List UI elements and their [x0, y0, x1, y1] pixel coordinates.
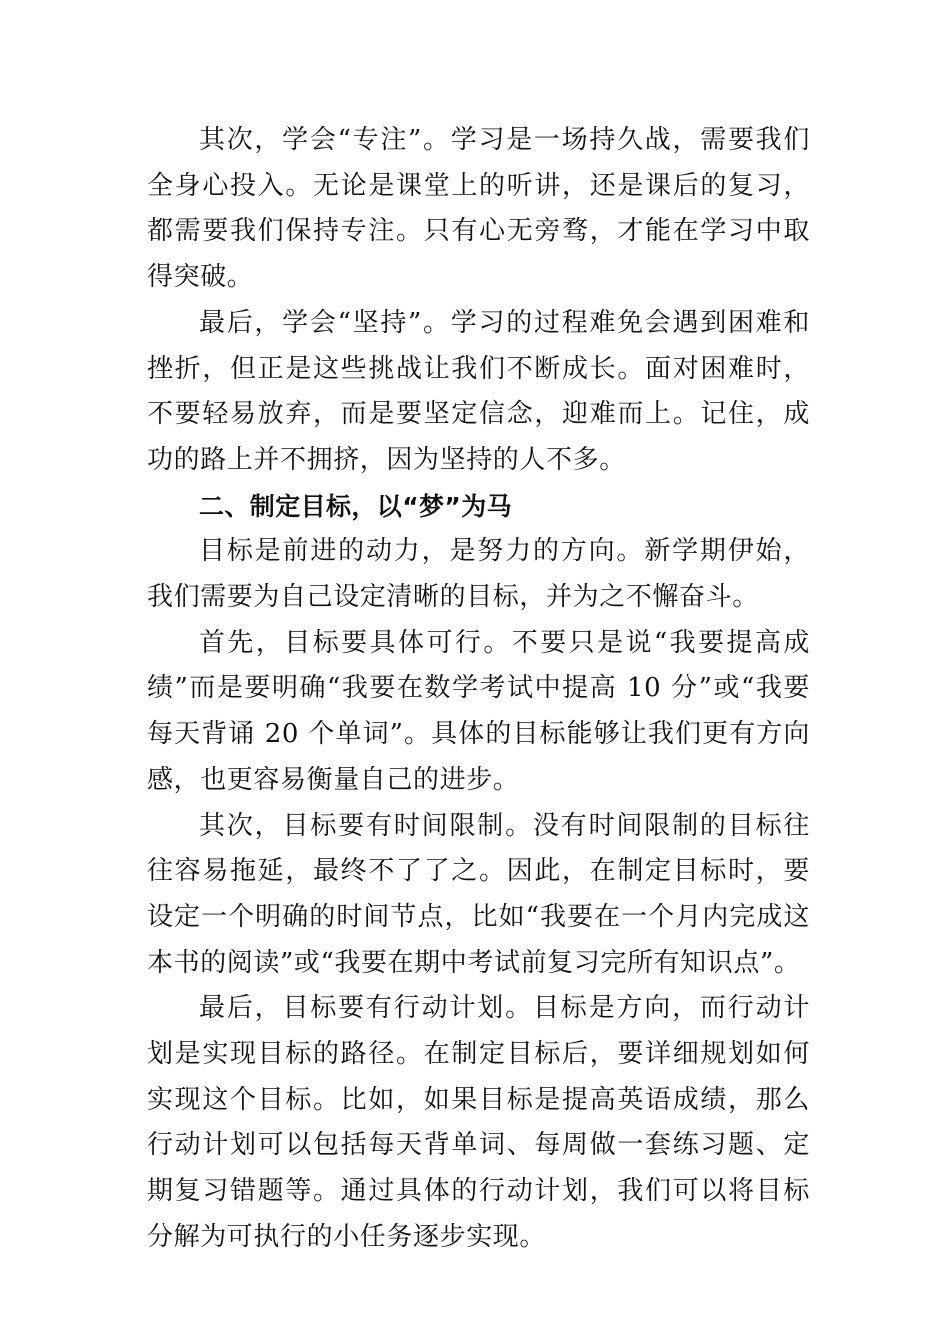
paragraph-focus: 其次，学会“专注”。学习是一场持久战，需要我们全身心投入。无论是课堂上的听讲，还是课后的复习，都需要我们保持专注。只有心无旁骛，才能在学习中取得突破。: [147, 125, 810, 293]
paragraph-goal-intro: 目标是前进的动力，是努力的方向。新学期伊始，我们需要为自己设定清晰的目标，并为之不懈奋斗。: [147, 536, 810, 613]
document-body: [147, 118, 810, 1261]
paragraph-goal-specific: 首先，目标要具体可行。不要只是说“我要提高成绩”而是要明确“我要在数学考试中提高 10 分”或“我要每天背诵 20 个单词”。具体的目标能够让我们更有方向感，也更容易衡量自己的进步。: [147, 627, 810, 795]
paragraph-persistence: 最后，学会“坚持”。学习的过程难免会遇到困难和挫折，但正是这些挑战让我们不断成长。面对困难时，不要轻易放弃，而是要坚定信念，迎难而上。记住，成功的路上并不拥挤，因为坚持的人不多。: [147, 307, 810, 475]
paragraph-goal-plan: 最后，目标要有行动计划。目标是方向，而行动计划是实现目标的路径。在制定目标后，要详细规划如何实现这个目标。比如，如果目标是提高英语成绩，那么行动计划可以包括每天背单词、每周做一套练习题、定期复习错题等。通过具体的行动计划，我们可以将目标分解为可执行的小任务逐步实现。: [147, 993, 810, 1252]
section-heading: 二、制定目标，以“梦”为马: [199, 491, 513, 521]
paragraph-goal-deadline: 其次，目标要有时间限制。没有时间限制的目标往往容易拖延，最终不了了之。因此，在制定目标时，要设定一个明确的时间节点，比如“我要在一个月内完成这本书的阅读”或“我要在期中考试前复习完所有知识点”。: [147, 810, 810, 978]
